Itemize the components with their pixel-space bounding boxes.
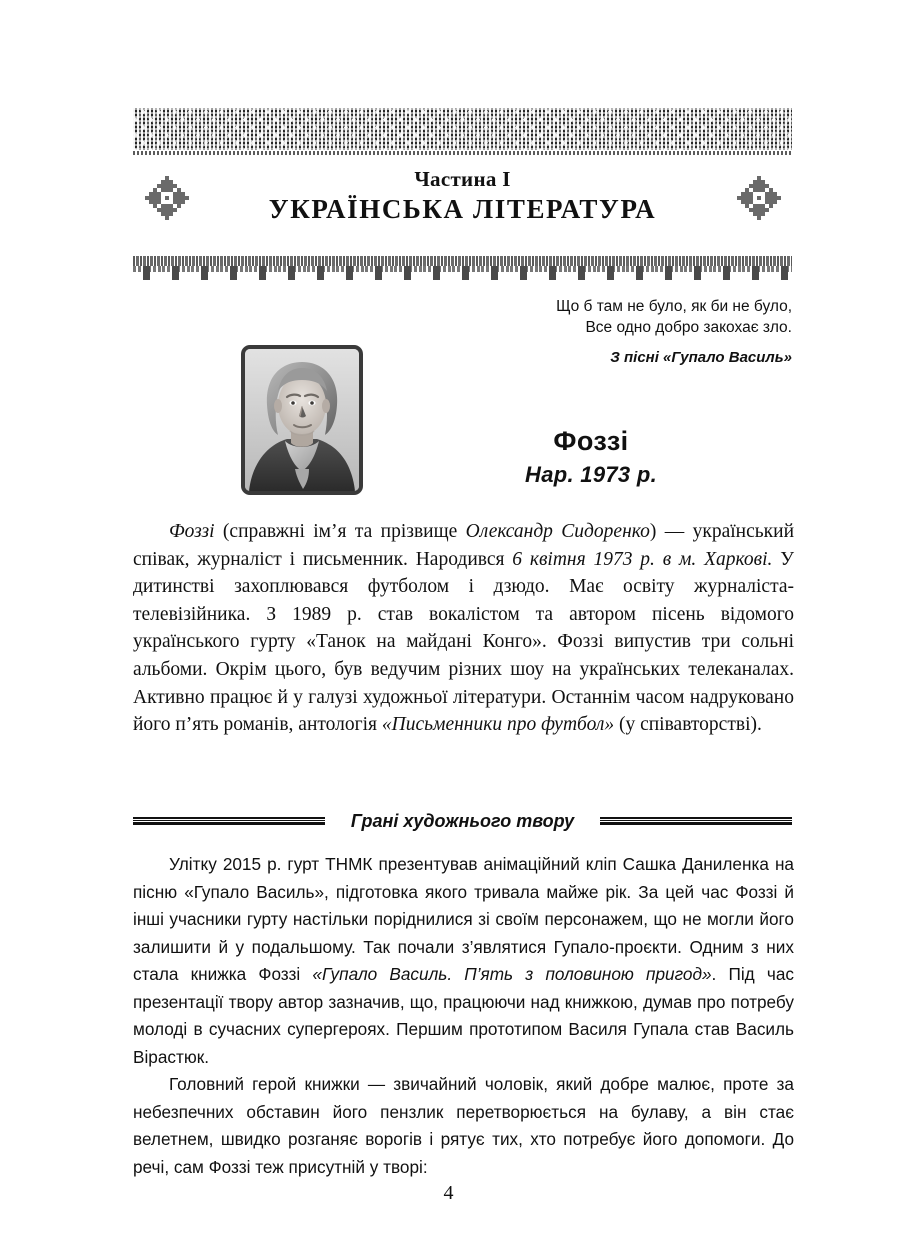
dotted-edge-strip: [133, 151, 792, 155]
part-title-block: [133, 166, 792, 238]
part-label: Частина I: [414, 167, 511, 191]
fringe-band-teeth: [133, 266, 792, 280]
section-heading: [133, 808, 792, 838]
epigraph-source: З пісні «Гупало Василь»: [610, 349, 792, 366]
part-title: УКРАЇНСЬКА ЛІТЕРАТУРА: [268, 194, 657, 224]
body-text: [133, 851, 794, 1181]
epigraph-line-1: Що б там не було, як би не було,: [556, 298, 792, 315]
folk-cross-ornament-right: [733, 172, 785, 224]
biography-paragraph: Фоззі (справжні ім’я та прізвище Олександр Сидоренко) — український співак, журналіст і письменник. Народився 6 квітня 1973 р. в м. Харкові. У дитинстві захоплювався футболом і дзюдо. Має освіту журналіста-телевізійника. З 1989 р. став вокалістом та автором пісень відомого українського гурту «Танок на майдані Конго». Фоззі випустив три сольні альбоми. Окрім цього, був ведучим різних шоу на українських телеканалах. Активно працює й у галузі художньої літератури. Останнім часом надруковано його п’ять романів, антологія «Письменники про футбол» (у співавторстві).: [133, 521, 795, 736]
section-rule-left: [133, 817, 325, 825]
page-number: 4: [443, 1182, 454, 1204]
body-paragraph: Головний герой книжки — звичайний чоловік, який добре малює, проте за небезпечних обставин його пензлик перетворюється на булаву, а він стає велетнем, швидко розганяє ворогів і рятує тих, хто потребує його допомоги. До речі, сам Фоззі теж присутній у творі:: [133, 1074, 794, 1177]
cross-stitch-pattern: [133, 108, 792, 150]
title-text-group: [223, 166, 702, 226]
author-name: Фоззі: [553, 426, 629, 456]
top-ornamental-band: [133, 108, 792, 156]
author-birth-year: Нар. 1973 р.: [525, 462, 657, 487]
author-heading: [390, 425, 792, 488]
section-rule-right: [600, 817, 792, 825]
section-title: Грані художнього твору: [350, 811, 575, 831]
epigraph: [430, 296, 792, 368]
author-portrait: [241, 345, 363, 495]
body-paragraph: Улітку 2015 р. гурт ТНМК презентував анімаційний кліп Сашка Даниленка на пісню «Гупало Василь», підготовка якого тривала майже рік. За цей час Фоззі й інші учасники гурту настільки поріднилися зі своїм персонажем, що не могли його залишити й у подальшому. Так почали з’являтися Гупало-проєкти. Одним з них стала книжка Фоззі «Гупало Василь. П’ять з половиною пригод». Під час презентації твору автор зазначив, що, працюючи над книжкою, думав про потребу молоді в сучасних супергероях. Першим прототипом Василя Гупала став Василь Вірастюк.: [133, 854, 794, 1067]
epigraph-line-2: Все одно добро закохає зло.: [585, 319, 792, 336]
fringe-ornamental-band: [133, 256, 792, 282]
folk-cross-ornament-left: [141, 172, 193, 224]
